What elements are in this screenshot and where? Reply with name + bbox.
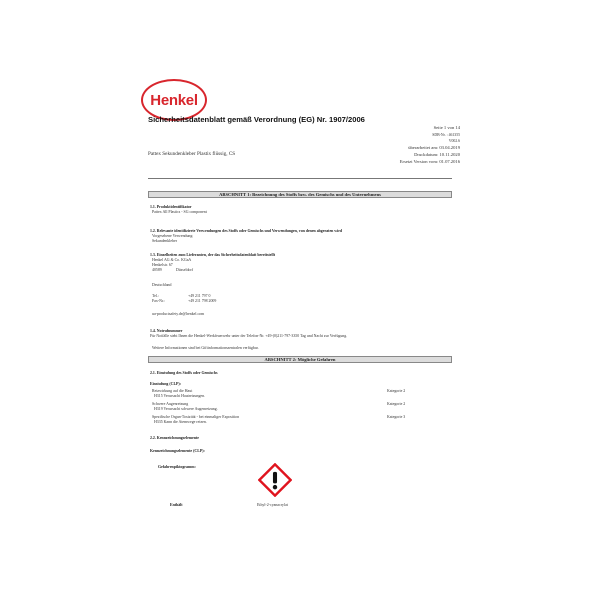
labelling-label: Kennzeichnungselemente (CLP): bbox=[150, 449, 205, 453]
sds-number: SDB-Nr. : 461355 bbox=[432, 133, 460, 137]
s11-value: Pattex All Plastics - SG component bbox=[152, 210, 207, 214]
company-street: Henkelstr. 67 bbox=[152, 263, 173, 267]
page-number: Seite 1 von 14 bbox=[433, 125, 460, 130]
classification-label-0: Reizwirkung auf die Haut bbox=[152, 389, 193, 393]
s11-title: 1.1. Produktidentifikator bbox=[150, 205, 192, 209]
clp-label: Einstufung (CLP): bbox=[150, 382, 182, 386]
product-name: Pattex Sekundenkleber Plastix flüssig, CS bbox=[148, 151, 236, 157]
s14-title: 1.4. Notrufnummer bbox=[150, 329, 183, 333]
s12-title: 1.2. Relevante identifizierte Verwendungen des Stoffs oder Gemischs und Verwendungen, von denen abgeraten wird bbox=[150, 229, 343, 233]
s13-title: 1.3. Einzelheiten zum Lieferanten, der das Sicherheitsdatenblatt bereitstellt bbox=[150, 253, 275, 257]
logo-text: Henkel bbox=[150, 91, 198, 109]
classification-category-0: Kategorie 2 bbox=[387, 389, 406, 393]
s12-line1: Vorgesehene Verwendung: bbox=[152, 234, 194, 238]
s12-line2: Sekundenkleber bbox=[152, 239, 178, 243]
section-1-heading: ABSCHNITT 1: Bezeichnung des Stoffs bzw. des Gemischs und des Unternehmens bbox=[148, 191, 452, 198]
company-city: Düsseldorf bbox=[176, 268, 194, 272]
classification-label-4: Spezifische Organ-Toxizität - bei einmaliger Exposition bbox=[152, 415, 240, 419]
s21-title: 2.1. Einstufung des Stoffs oder Gemischs bbox=[150, 371, 218, 375]
replaces-version: Ersetzt Version vom: 01.07.2016 bbox=[399, 159, 460, 164]
print-date: Druckdatum: 10.11.2020 bbox=[414, 152, 460, 157]
section-2-heading: ABSCHNITT 2: Mögliche Gefahren bbox=[148, 356, 452, 363]
contains-value: Ethyl-2-cyanacrylat bbox=[257, 503, 288, 507]
ghs07-exclamation-icon bbox=[258, 463, 292, 497]
tel-label: Tel.: bbox=[152, 294, 159, 298]
classification-category-2: Kategorie 2 bbox=[387, 402, 406, 406]
classification-label-3: H319 Verursacht schwere Augenreizung. bbox=[154, 407, 218, 411]
revised-date: überarbeitet am: 03.04.2019 bbox=[408, 145, 460, 150]
classification-category-4: Kategorie 3 bbox=[387, 415, 406, 419]
company-country: Deutschland bbox=[152, 283, 172, 287]
s14-line1: Für Notfälle steht Ihnen die Henkel-Werkfeuerwehr unter der Telefon-Nr. +49-(0)211-797-3350 Tag und Nacht zur Verfügung. bbox=[150, 334, 348, 338]
contact-email[interactable]: ua-productsafety.de@henkel.com bbox=[152, 312, 205, 316]
contains-label: Enthält bbox=[170, 503, 183, 507]
classification-label-5: H335 Kann die Atemwege reizen. bbox=[154, 420, 207, 424]
s22-title: 2.2. Kennzeichnungselemente bbox=[150, 436, 199, 440]
s14-line2: Weitere Informationen sind bei Giftinformationszentralen verfügbar. bbox=[152, 346, 259, 350]
tel-value: +49 211 797 0 bbox=[188, 294, 211, 298]
version-number: V002.6 bbox=[448, 139, 460, 143]
classification-label-1: H315 Verursacht Hautreizungen. bbox=[154, 394, 206, 398]
header-divider bbox=[148, 178, 452, 179]
company-zip: 40589 bbox=[152, 268, 162, 272]
fax-value: +49 211 798 2009 bbox=[188, 299, 217, 303]
classification-label-2: Schwere Augenreizung bbox=[152, 402, 189, 406]
company-name: Henkel AG & Co. KGaA bbox=[152, 258, 192, 262]
document-title: Sicherheitsdatenblatt gemäß Verordnung (EG) Nr. 1907/2006 bbox=[148, 115, 365, 124]
fax-label: Fax-Nr.: bbox=[152, 299, 166, 303]
pictogram-label: Gefahrenpiktogramm: bbox=[158, 465, 196, 469]
